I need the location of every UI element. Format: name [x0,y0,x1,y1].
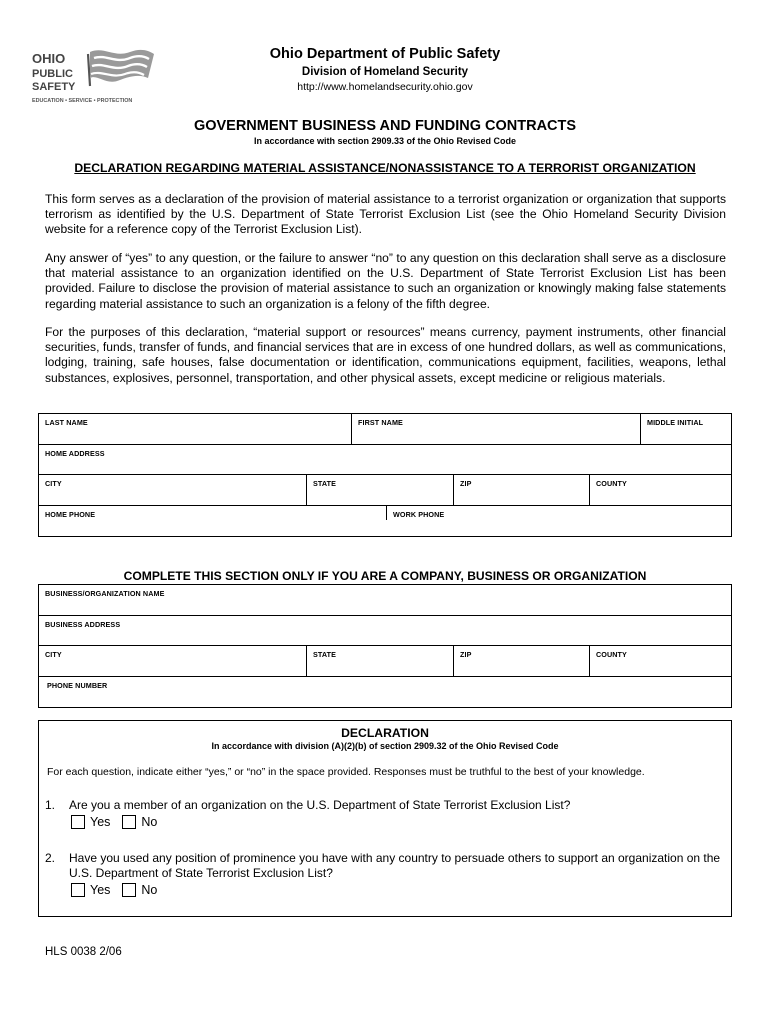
question-2-no-checkbox[interactable] [122,883,136,897]
company-section-title: COMPLETE THIS SECTION ONLY IF YOU ARE A COMPANY, BUSINESS OR ORGANIZATION [123,569,647,583]
question-1-options [71,815,169,829]
business-address-row [39,616,731,647]
first-name-label: FIRST NAME [358,418,403,427]
question-1-yes-label: Yes [90,815,111,829]
business-state-field[interactable] [306,646,453,676]
question-2-yes-checkbox[interactable] [71,883,85,897]
definition-paragraph: For the purposes of this declaration, “material support or resources” means currency, payment instruments, other financial securities, funds, transfer of funds, and financial services that are in excess of one hundred dollars, as well as communications, lodging, training, safe houses, false documentation or identification, communications equipment, facilities, weapons, lethal substances, explosives, personnel, transportation, and other physical assets, except medicine or religious materials. [45,325,726,385]
logo-tagline: EDUCATION • SERVICE • PROTECTION [32,98,133,104]
business-zip-field[interactable] [453,646,589,676]
location-row [39,475,731,506]
declaration-title: DECLARATION [341,726,429,740]
county-label: COUNTY [596,479,627,488]
work-phone-label: WORK PHONE [393,509,445,519]
business-address-label: BUSINESS ADDRESS [45,619,121,629]
question-2-text: Have you used any position of prominence you have with any country to persuade others to support an organization on the U.S. Department of State Terrorist Exclusion List? [69,851,721,881]
disclosure-paragraph: Any answer of “yes” to any question, or the failure to answer “no” to any question on this declaration shall serve as a disclosure that material assistance to an organization identified on the U.S. Department of State Terrorist Exclusion List has been provided. Failure to disclose the provision of material assistance to such an organization or knowingly making false statements regarding material assistance to such an organization is a felony of the fifth degree. [45,251,726,311]
business-phone-label: PHONE NUMBER [47,680,108,690]
question-2-yes-label: Yes [90,883,111,897]
business-phone-row [39,677,731,708]
intro-paragraph: This form serves as a declaration of the provision of material assistance to a terrorist organization or organization that supports terrorism as identified by the U.S. Department of State Terrorist Exclusion List (see the Ohio Homeland Security Division website for a reference copy of the Terrorist Exclusion List). [45,192,726,237]
business-county-field[interactable] [589,646,733,676]
logo-word-safety: SAFETY [32,81,76,93]
last-name-field[interactable] [39,414,351,444]
county-field[interactable] [589,475,733,505]
last-name-label: LAST NAME [45,418,88,427]
business-name-label: BUSINESS/ORGANIZATION NAME [45,589,165,598]
work-phone-field[interactable] [386,506,733,520]
company-info-form [38,584,732,708]
declaration-instructions: For each question, indicate either “yes,” or “no” in the space provided. Responses must be truthful to the best of your knowledge. [47,766,645,778]
question-1-yes-checkbox[interactable] [71,815,85,829]
question-1-no-checkbox[interactable] [122,815,136,829]
business-city-field[interactable] [39,646,306,676]
declaration-heading: DECLARATION REGARDING MATERIAL ASSISTANCE/NONASSISTANCE TO A TERRORIST ORGANIZATION [74,161,696,175]
state-field[interactable] [306,475,453,505]
first-name-field[interactable] [351,414,640,444]
city-label: CITY [45,479,62,488]
declaration-section [38,720,732,917]
question-2-no-label: No [141,883,158,897]
form-code: HLS 0038 2/06 [45,946,122,958]
home-address-field[interactable] [39,445,733,475]
home-address-row [39,445,731,476]
business-name-row [39,585,731,616]
logo-word-public: PUBLIC [32,68,73,80]
question-1-text: Are you a member of an organization on the U.S. Department of State Terrorist Exclusion List? [69,798,571,812]
business-county-label: COUNTY [596,650,627,659]
question-1-no-label: No [141,815,158,829]
city-field[interactable] [39,475,306,505]
business-phone-field[interactable] [41,677,733,708]
state-label: STATE [313,479,336,488]
zip-label: ZIP [460,479,472,488]
home-address-label: HOME ADDRESS [45,448,105,458]
business-location-row [39,646,731,677]
zip-field[interactable] [453,475,589,505]
business-zip-label: ZIP [460,650,472,659]
form-subtitle: In accordance with section 2909.33 of the Ohio Revised Code [253,136,517,146]
ohio-public-safety-logo [30,44,170,106]
home-phone-label: HOME PHONE [45,509,96,519]
phone-row [39,506,731,537]
business-name-field[interactable] [39,585,733,615]
form-title: GOVERNMENT BUSINESS AND FUNDING CONTRACTS [193,118,577,134]
question-1-number: 1. [45,798,56,812]
business-state-label: STATE [313,650,336,659]
personal-info-form [38,413,732,537]
middle-initial-field[interactable] [640,414,733,444]
home-phone-field[interactable] [39,506,386,537]
declaration-subtitle: In accordance with division (A)(2)(b) of section 2909.32 of the Ohio Revised Code [211,741,559,751]
agency-website-link[interactable]: http://www.homelandsecurity.ohio.gov [297,81,473,93]
question-2-number: 2. [45,851,56,865]
business-address-field[interactable] [39,616,733,646]
middle-initial-label: MIDDLE INITIAL [647,418,704,427]
question-2-options [71,883,169,897]
agency-name: Ohio Department of Public Safety [269,46,501,62]
agency-division: Division of Homeland Security [301,66,469,78]
name-row [39,414,731,445]
logo-word-ohio: OHIO [32,51,66,66]
business-city-label: CITY [45,650,62,659]
